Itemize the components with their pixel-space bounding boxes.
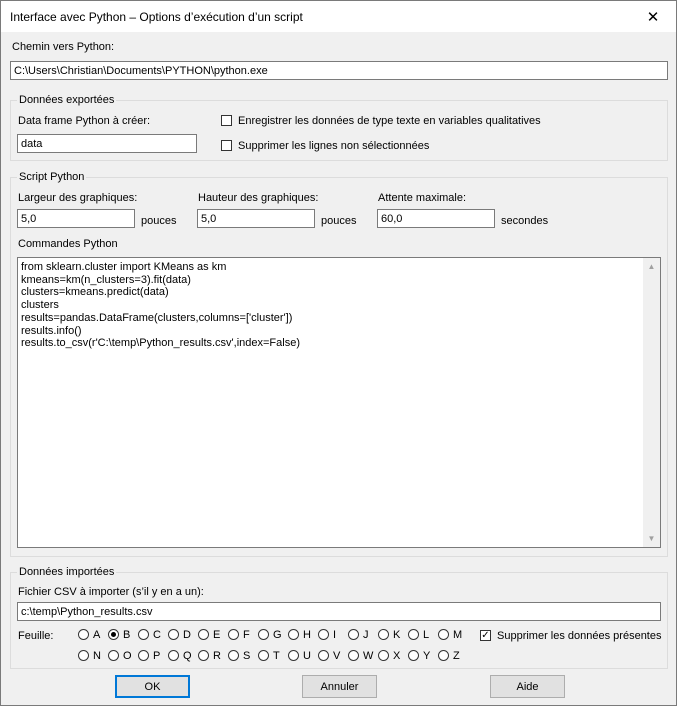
- python-path-label: Chemin vers Python:: [12, 41, 115, 53]
- sheet-radio-p[interactable]: [138, 650, 149, 661]
- sheet-radio-label-m: M: [453, 629, 463, 641]
- sheet-radio-l[interactable]: [408, 629, 419, 640]
- sheet-radio-o[interactable]: [108, 650, 119, 661]
- sheet-radio-t[interactable]: [258, 650, 269, 661]
- sheet-radio-label-q: Q: [183, 650, 192, 662]
- commands-scrollbar[interactable]: [643, 258, 660, 547]
- sheet-radio-c[interactable]: [138, 629, 149, 640]
- sheet-radio-z[interactable]: [438, 650, 449, 661]
- sheet-radio-q[interactable]: [168, 650, 179, 661]
- sheet-radio-s[interactable]: [228, 650, 239, 661]
- graph-height-input[interactable]: [197, 209, 315, 228]
- max-wait-unit: secondes: [501, 215, 549, 227]
- sheet-radio-d[interactable]: [168, 629, 179, 640]
- graph-width-input[interactable]: [17, 209, 135, 228]
- dataframe-name-label: Data frame Python à créer:: [18, 115, 151, 127]
- sheet-radio-w[interactable]: [348, 650, 359, 661]
- sheet-radio-label-w: W: [363, 650, 374, 662]
- sheet-radio-x[interactable]: [378, 650, 389, 661]
- graph-width-unit: pouces: [141, 215, 177, 227]
- sheet-radio-label-z: Z: [453, 650, 460, 662]
- graph-height-label: Hauteur des graphiques:: [198, 192, 319, 204]
- text-as-qualitative-checkbox[interactable]: [221, 115, 232, 126]
- graph-width-label: Largeur des graphiques:: [18, 192, 138, 204]
- sheet-radio-label-y: Y: [423, 650, 431, 662]
- sheet-radio-label-i: I: [333, 629, 337, 641]
- sheet-radio-r[interactable]: [198, 650, 209, 661]
- sheet-radio-label-g: G: [273, 629, 282, 641]
- window-title: Interface avec Python – Options d’exécution d’un script: [10, 10, 303, 24]
- sheet-radio-f[interactable]: [228, 629, 239, 640]
- scroll-up-icon[interactable]: ▲: [647, 262, 656, 271]
- sheet-radio-label-j: J: [363, 629, 369, 641]
- dataframe-name-input[interactable]: [17, 134, 197, 153]
- scroll-down-icon[interactable]: ▼: [647, 534, 656, 543]
- sheet-radio-label-t: T: [273, 650, 280, 662]
- sheet-radio-m[interactable]: [438, 629, 449, 640]
- sheet-radio-label-h: H: [303, 629, 311, 641]
- cancel-button[interactable]: Annuler: [302, 675, 377, 698]
- sheet-radio-h[interactable]: [288, 629, 299, 640]
- sheet-radio-label-a: A: [93, 629, 101, 641]
- sheet-radio-label-f: F: [243, 629, 250, 641]
- sheet-radio-label-d: D: [183, 629, 191, 641]
- max-wait-input[interactable]: [377, 209, 495, 228]
- graph-height-unit: pouces: [321, 215, 357, 227]
- sheet-radio-label-o: O: [123, 650, 132, 662]
- drop-unselected-rows-checkbox[interactable]: [221, 140, 232, 151]
- sheet-radio-u[interactable]: [288, 650, 299, 661]
- ok-button[interactable]: OK: [115, 675, 190, 698]
- sheet-radio-g[interactable]: [258, 629, 269, 640]
- sheet-radio-e[interactable]: [198, 629, 209, 640]
- sheet-radio-label-l: L: [423, 629, 430, 641]
- replace-data-label: Supprimer les données présentes: [497, 630, 662, 642]
- csv-file-input[interactable]: [17, 602, 661, 621]
- imported-data-legend: Données importées: [19, 566, 115, 578]
- sheet-radio-label-r: R: [213, 650, 221, 662]
- sheet-radio-label-x: X: [393, 650, 401, 662]
- sheet-radio-j[interactable]: [348, 629, 359, 640]
- text-as-qualitative-label: Enregistrer les données de type texte en variables qualitatives: [238, 115, 541, 127]
- python-commands-textarea[interactable]: [17, 257, 661, 548]
- sheet-radio-label-p: P: [153, 650, 161, 662]
- title-bar: [1, 1, 676, 32]
- python-commands-text[interactable]: from sklearn.cluster import KMeans as km kmeans=km(n_clusters=3).fit(data) clusters=kmeans.predict(data) clusters results=pandas.DataFrame(clusters,columns=['cluster']) results.info() results.to_csv(r'C:\temp\Python_results.csv',index=False): [21, 261, 300, 350]
- python-script-legend: Script Python: [19, 171, 85, 183]
- sheet-radio-label-e: E: [213, 629, 221, 641]
- close-icon[interactable]: ✕: [646, 8, 660, 26]
- sheet-label: Feuille:: [18, 630, 54, 642]
- sheet-radio-y[interactable]: [408, 650, 419, 661]
- sheet-radio-a[interactable]: [78, 629, 89, 640]
- exported-data-legend: Données exportées: [19, 94, 115, 106]
- sheet-radio-label-b: B: [123, 629, 131, 641]
- python-commands-label: Commandes Python: [18, 238, 118, 250]
- sheet-radio-i[interactable]: [318, 629, 329, 640]
- max-wait-label: Attente maximale:: [378, 192, 467, 204]
- sheet-radio-b[interactable]: [108, 629, 119, 640]
- sheet-radio-v[interactable]: [318, 650, 329, 661]
- csv-file-label: Fichier CSV à importer (s’il y en a un):: [18, 586, 204, 598]
- sheet-radio-label-v: V: [333, 650, 341, 662]
- sheet-radio-label-n: N: [93, 650, 101, 662]
- sheet-radio-k[interactable]: [378, 629, 389, 640]
- sheet-radio-n[interactable]: [78, 650, 89, 661]
- sheet-radio-label-u: U: [303, 650, 311, 662]
- drop-unselected-rows-label: Supprimer les lignes non sélectionnées: [238, 140, 430, 152]
- sheet-radio-label-c: C: [153, 629, 161, 641]
- sheet-radio-label-k: K: [393, 629, 401, 641]
- help-button[interactable]: Aide: [490, 675, 565, 698]
- python-path-input[interactable]: [10, 61, 668, 80]
- replace-data-checkbox[interactable]: ✓: [481, 630, 490, 641]
- sheet-radio-label-s: S: [243, 650, 251, 662]
